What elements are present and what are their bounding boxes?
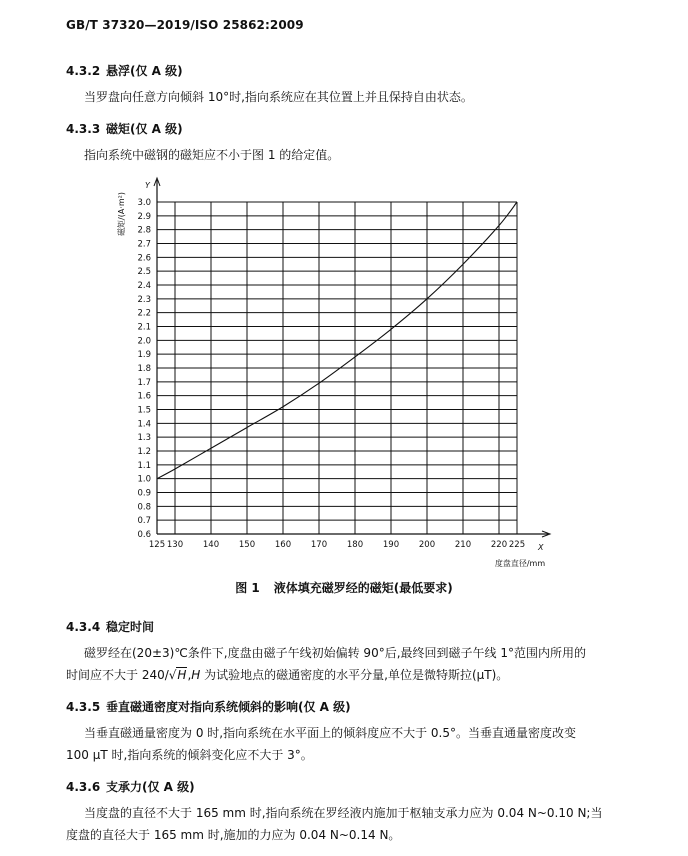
document-header: GB/T 37320—2019/ISO 25862:2009 [66, 18, 304, 32]
section-number: 4.3.2 [66, 64, 101, 78]
y-tick-label: 2.6 [137, 253, 151, 264]
x-tick-label: 160 [274, 540, 292, 550]
section-text-4-3-4-line1: 磁罗经在(20±3)℃条件下,度盘由磁子午线初始偏转 90°后,最终回到磁子午线 1°范围内所用的 [84, 646, 586, 660]
section-title: 支承力(仅 A 级) [106, 780, 195, 794]
text-fragment: , [187, 668, 192, 682]
y-tick-label: 0.8 [137, 502, 151, 513]
y-tick-label: 3.0 [137, 198, 151, 208]
x-axis-label: 度盘直径/mm [494, 559, 546, 568]
y-tick-label: 1.1 [137, 460, 151, 471]
section-heading-4-3-4 [66, 618, 154, 635]
x-tick-label: 130 [166, 540, 184, 550]
y-tick-label: 2.7 [137, 239, 151, 250]
section-text-4-3-5-line1: 当垂直磁通量密度为 0 时,指向系统在水平面上的倾斜度应不大于 0.5°。当垂直通量密度改变 [84, 726, 576, 740]
chart-axes [154, 178, 550, 537]
section-text-4-3-3: 指向系统中磁钢的磁矩应不小于图 1 的给定值。 [84, 148, 340, 162]
x-tick-label: 225 [508, 540, 526, 550]
x-tick-label: 210 [454, 540, 472, 550]
y-tick-label: 1.2 [137, 447, 151, 457]
x-tick-label: 150 [238, 540, 256, 550]
section-number: 4.3.5 [66, 700, 101, 714]
section-text-4-3-5-line2: 100 μT 时,指向系统的倾斜变化应不大于 3°。 [66, 748, 313, 762]
section-number: 4.3.6 [66, 780, 101, 794]
y-tick-label: 2.4 [137, 281, 151, 291]
section-heading-4-3-3 [66, 120, 183, 137]
x-tick-label: 140 [202, 540, 220, 550]
section-title: 磁矩(仅 A 级) [106, 122, 183, 136]
section-number: 4.3.4 [66, 620, 101, 634]
y-tick-label: 1.7 [137, 377, 151, 388]
section-heading-4-3-5 [66, 698, 351, 715]
y-tick-label: 2.8 [137, 225, 151, 236]
y-tick-label: 1.9 [137, 350, 151, 361]
section-text-4-3-6-line2: 度盘的直径大于 165 mm 时,施加的力应为 0.04 N~0.14 N。 [66, 828, 401, 842]
x-tick-label: 220 [490, 540, 508, 550]
x-tick-label: 180 [346, 540, 364, 550]
figure-caption-text: 液体填充磁罗经的磁矩(最低要求) [273, 581, 453, 595]
section-title: 悬浮(仅 A 级) [106, 64, 183, 78]
section-number: 4.3.3 [66, 122, 101, 136]
section-title: 垂直磁通密度对指向系统倾斜的影响(仅 A 级) [106, 700, 351, 714]
y-tick-label: 1.6 [137, 391, 151, 402]
section-title: 稳定时间 [106, 620, 155, 634]
y-tick-label: 1.0 [137, 474, 151, 485]
y-tick-label: 2.9 [137, 211, 151, 222]
y-tick-label: 0.9 [137, 488, 151, 499]
y-tick-label: 0.7 [137, 516, 151, 527]
chart-grid [157, 202, 517, 534]
x-tick-label: 200 [418, 540, 436, 550]
y-axis-label: 磁矩/(A·m²) [117, 192, 126, 236]
section-heading-4-3-6 [66, 778, 195, 795]
y-tick-label: 1.4 [137, 419, 151, 430]
y-tick-label: 2.3 [137, 294, 151, 305]
y-tick-label: 2.2 [137, 308, 151, 319]
text-fragment: 时间应不大于 240/√ [66, 668, 177, 682]
section-text-4-3-2: 当罗盘向任意方向倾斜 10°时,指向系统应在其位置上并且保持自由状态。 [84, 90, 473, 104]
y-tick-label: 1.5 [137, 405, 151, 416]
figure-caption [0, 579, 688, 596]
y-tick-label: 2.5 [137, 267, 151, 278]
y-axis-letter: Y [145, 181, 150, 190]
var-h: H [191, 668, 201, 682]
x-axis-letter: X [538, 543, 544, 552]
magnetic-moment-chart [0, 168, 688, 568]
section-heading-4-3-2 [66, 62, 183, 79]
sqrt-h: H [177, 668, 187, 682]
x-tick-label: 190 [382, 540, 400, 550]
y-tick-label: 2.1 [137, 322, 151, 333]
y-tick-label: 0.6 [137, 530, 151, 540]
x-tick-label: 125 [148, 540, 166, 550]
y-tick-label: 1.3 [137, 433, 151, 444]
y-tick-label: 1.8 [137, 364, 151, 374]
section-text-4-3-4-line2 [66, 664, 606, 686]
y-tick-label: 2.0 [137, 336, 151, 347]
section-text-4-3-6-line1: 当度盘的直径不大于 165 mm 时,指向系统在罗经液内施加于枢轴支承力应为 0.04 N~0.10 N;当 [84, 806, 603, 820]
text-fragment: 为试验地点的磁通密度的水平分量,单位是微特斯拉(μT)。 [200, 668, 509, 682]
figure-label: 图 1 [235, 581, 260, 595]
x-tick-label: 170 [310, 540, 328, 550]
